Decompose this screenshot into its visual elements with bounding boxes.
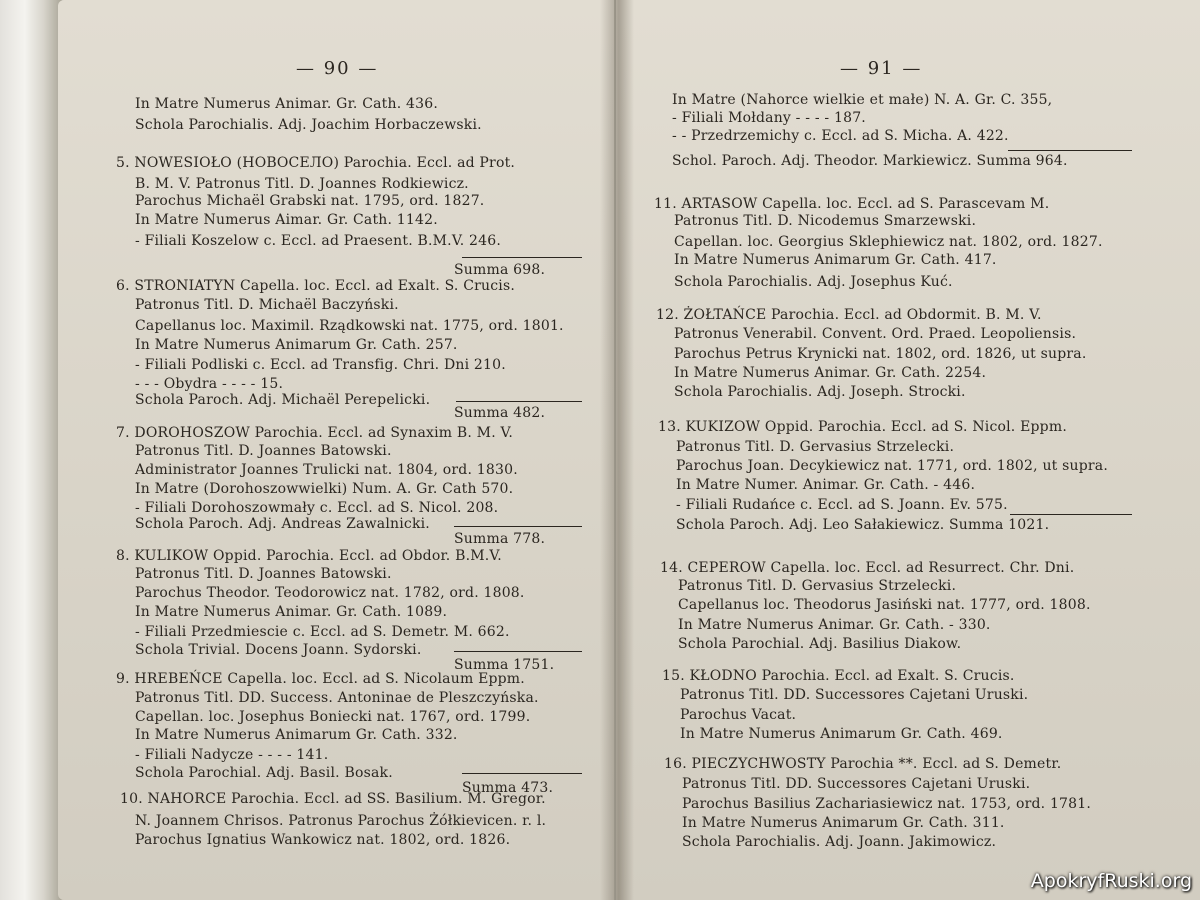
entry-heading: 13. KUKIZOW Oppid. Parochia. Eccl. ad S. Nicol. Eppm. <box>658 419 1067 435</box>
text-line: Schola Parochialis. Adj. Joachim Horbaczewski. <box>135 117 482 133</box>
text-line: In Matre Numerus Aimar. Gr. Cath. 1142. <box>135 212 438 228</box>
text-line: Schol. Paroch. Adj. Theodor. Markiewicz. Summa 964. <box>672 153 1068 169</box>
text-line: Capellan. loc. Josephus Boniecki nat. 1767, ord. 1799. <box>135 709 531 725</box>
text-line: Schola Parochialis. Adj. Joseph. Strocki. <box>674 384 966 400</box>
text-line: Parochus Vacat. <box>680 707 797 723</box>
text-line: Patronus Titl. D. Joannes Batowski. <box>135 566 392 582</box>
page-number: — 90 — <box>296 58 379 79</box>
text-line: In Matre Numerus Animar. Gr. Cath. 1089. <box>135 604 448 620</box>
sum-rule <box>1008 150 1132 151</box>
entry-heading: 7. DOROHOSZOW Parochia. Eccl. ad Synaxim B. M. V. <box>116 425 514 441</box>
text-line: Schola Paroch. Adj. Leo Sałakiewicz. Summa 1021. <box>676 517 1050 533</box>
watermark: ApokryfRuski.org <box>1030 870 1192 892</box>
text-line: - - Przedrzemichy c. Eccl. ad S. Micha. A. 422. <box>672 128 1009 144</box>
text-line: Parochus Ignatius Wankowicz nat. 1802, ord. 1826. <box>135 832 511 848</box>
text-line: Patronus Titl. D. Gervasius Strzelecki. <box>676 439 955 455</box>
text-line: - Filiali Mołdany - - - - 187. <box>672 110 866 126</box>
text-line: Patronus Titl. D. Nicodemus Smarzewski. <box>674 213 977 229</box>
right-page <box>616 0 1200 900</box>
text-line: Parochus Michaël Grabski nat. 1795, ord. 1827. <box>135 193 485 209</box>
text-line: In Matre Numerus Animar. Gr. Cath. - 330. <box>678 617 991 633</box>
text-line: In Matre Numer. Animar. Gr. Cath. - 446. <box>676 477 976 493</box>
text-line: - Filiali Nadycze - - - - 141. <box>135 747 329 763</box>
text-line: In Matre Numerus Animarum Gr. Cath. 257. <box>135 337 458 353</box>
text-line: - Filiali Dorohoszowmały c. Eccl. ad S. Nicol. 208. <box>135 500 499 516</box>
text-line: Administrator Joannes Trulicki nat. 1804, ord. 1830. <box>135 462 518 478</box>
sum-rule <box>462 773 582 774</box>
text-line: In Matre Numerus Animarum Gr. Cath. 332. <box>135 727 458 743</box>
entry-heading: 11. ARTASOW Capella. loc. Eccl. ad S. Parascevam M. <box>654 196 1050 212</box>
sum-rule <box>454 526 582 527</box>
text-line: Schola Parochialis. Adj. Joann. Jakimowicz. <box>682 834 997 850</box>
entry-heading: 6. STRONIATYN Capella. loc. Eccl. ad Exalt. S. Crucis. <box>116 278 515 294</box>
text-line: Schola Trivial. Docens Joann. Sydorski. <box>135 642 422 658</box>
entry-heading: 5. NOWESIOŁO (НОВОСЕЛО) Parochia. Eccl. ad Prot. <box>116 155 516 171</box>
text-line: B. M. V. Patronus Titl. D. Joannes Rodkiewicz. <box>135 176 469 192</box>
book-gutter <box>600 0 634 900</box>
left-page <box>58 0 614 900</box>
text-line: Capellan. loc. Georgius Sklephiewicz nat. 1802, ord. 1827. <box>674 234 1103 250</box>
text-line: Parochus Petrus Krynicki nat. 1802, ord. 1826, ut supra. <box>674 346 1087 362</box>
text-line: In Matre Numerus Animar. Gr. Cath. 2254. <box>674 365 987 381</box>
text-line: - Filiali Rudańce c. Eccl. ad S. Joann. Ev. 575. <box>676 497 1008 513</box>
page-stack-edge <box>0 0 62 900</box>
text-line: In Matre Numerus Animarum Gr. Cath. 417. <box>674 252 997 268</box>
text-line: Patronus Titl. DD. Successores Cajetani Uruski. <box>680 687 1029 703</box>
entry-heading: 8. KULIKOW Oppid. Parochia. Eccl. ad Obdor. B.M.V. <box>116 548 502 564</box>
text-line: Capellanus loc. Theodorus Jasiński nat. 1777, ord. 1808. <box>678 597 1091 613</box>
text-line: - Filiali Podliski c. Eccl. ad Transfig. Chri. Dni 210. <box>135 357 506 373</box>
summa-line: Summa 1751. <box>454 657 555 673</box>
text-line: Schola Parochial. Adj. Basil. Bosak. <box>135 765 393 781</box>
text-line: - - - Obydra - - - - 15. <box>135 376 284 392</box>
summa-line: Summa 778. <box>454 531 546 547</box>
text-line: Parochus Joan. Decykiewicz nat. 1771, ord. 1802, ut supra. <box>676 458 1108 474</box>
entry-heading: 12. ŻOŁTAŃCE Parochia. Eccl. ad Obdormit. B. M. V. <box>656 307 1042 323</box>
entry-heading: 16. PIECZYCHWOSTY Parochia **. Eccl. ad S. Demetr. <box>664 756 1062 772</box>
text-line: Schola Parochial. Adj. Basilius Diakow. <box>678 636 962 652</box>
text-line: Patronus Venerabil. Convent. Ord. Praed. Leopoliensis. <box>674 326 1077 342</box>
text-line: Schola Parochialis. Adj. Josephus Kuć. <box>674 274 953 290</box>
text-line: Patronus Titl. D. Joannes Batowski. <box>135 443 392 459</box>
text-line: In Matre Numerus Animar. Gr. Cath. 436. <box>135 96 438 112</box>
text-line: Parochus Theodor. Teodorowicz nat. 1782, ord. 1808. <box>135 585 525 601</box>
summa-line: Summa 473. <box>462 780 554 796</box>
sum-rule <box>462 257 582 258</box>
sum-rule <box>456 401 582 402</box>
text-line: - Filiali Koszelow c. Eccl. ad Praesent. B.M.V. 246. <box>135 233 501 249</box>
entry-heading: 15. KŁODNO Parochia. Eccl. ad Exalt. S. Crucis. <box>662 668 1015 684</box>
text-line: Schola Paroch. Adj. Andreas Zawalnicki. <box>135 516 430 532</box>
text-line: In Matre Numerus Animarum Gr. Cath. 311. <box>682 815 1005 831</box>
text-line: In Matre (Dorohoszowwielki) Num. A. Gr. Cath 570. <box>135 481 514 497</box>
text-line: Patronus Titl. D. Gervasius Strzelecki. <box>678 578 957 594</box>
text-line: In Matre (Nahorce wielkie et małe) N. A. Gr. C. 355, <box>672 92 1053 108</box>
text-line: - Filiali Przedmiescie c. Eccl. ad S. Demetr. M. 662. <box>135 624 510 640</box>
text-line: In Matre Numerus Animarum Gr. Cath. 469. <box>680 726 1003 742</box>
text-line: N. Joannem Chrisos. Patronus Parochus Żółkievicen. r. l. <box>135 813 547 829</box>
text-line: Patronus Titl. DD. Successores Cajetani Uruski. <box>682 776 1031 792</box>
text-line: Parochus Basilius Zachariasiewicz nat. 1753, ord. 1781. <box>682 796 1092 812</box>
entry-heading: 14. CEPEROW Capella. loc. Eccl. ad Resurrect. Chr. Dni. <box>660 560 1075 576</box>
sum-rule <box>1010 514 1132 515</box>
page-number: — 91 — <box>840 58 923 79</box>
text-line: Capellanus loc. Maximil. Rządkowski nat. 1775, ord. 1801. <box>135 318 564 334</box>
entry-heading: 9. HREBEŃCE Capella. loc. Eccl. ad S. Nicolaum Eppm. <box>116 671 525 687</box>
summa-line: Summa 698. <box>454 262 546 278</box>
entry-heading: 10. NAHORCE Parochia. Eccl. ad SS. Basilium. M. Gregor. <box>120 791 546 807</box>
text-line: Patronus Titl. D. Michaël Baczyński. <box>135 297 399 313</box>
text-line: Schola Paroch. Adj. Michaël Perepelicki. <box>135 392 431 408</box>
summa-line: Summa 482. <box>454 405 546 421</box>
sum-rule <box>454 651 582 652</box>
text-line: Patronus Titl. DD. Success. Antoninae de Pleszczyńska. <box>135 690 539 706</box>
